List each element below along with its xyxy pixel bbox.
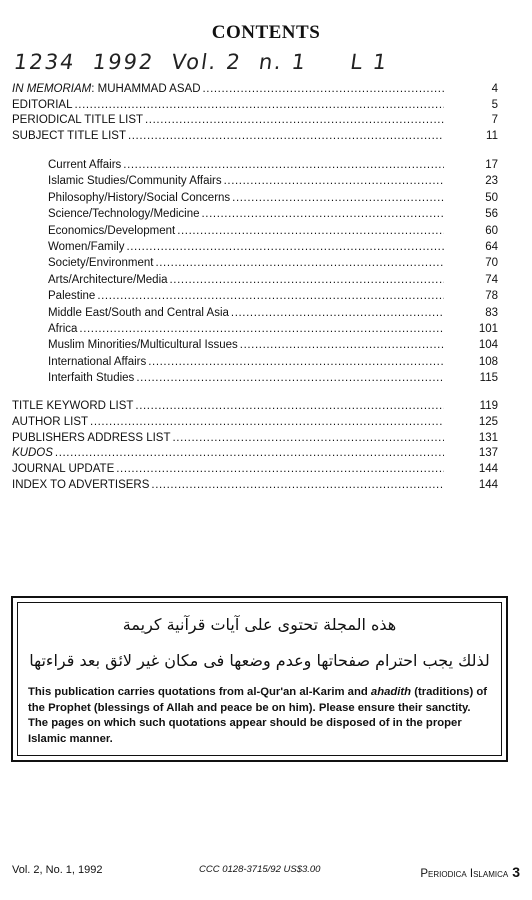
dot-leader [97,289,444,304]
issn-price: CCC 0128-3715/92 US$3.00 [199,864,321,875]
toc-entry-label: Middle East/South and Central Asia [48,307,229,319]
toc-entry-page: 70 [485,257,498,269]
dot-leader [151,478,444,493]
toc-entry-page: 125 [478,416,498,428]
dot-leader [224,174,444,189]
toc-entry-page: 56 [485,208,498,220]
dot-leader [128,129,444,144]
dot-leader [116,462,444,477]
toc-subject-entry [48,240,498,255]
dot-leader [90,415,444,430]
english-notice [28,685,493,747]
toc-entry-page: 5 [491,99,498,111]
dot-leader [79,322,444,337]
dot-leader [145,113,444,128]
toc-main-entry [12,98,498,113]
toc-entry-page: 115 [479,372,498,384]
dot-leader [126,240,444,255]
toc-entry-label: PUBLISHERS ADDRESS LIST [12,432,171,444]
toc-entry-italic-prefix: IN MEMORIAM [12,83,92,95]
toc-entry-page: 104 [478,339,498,351]
toc-entry-label: Current Affairs [48,159,122,171]
toc-subject-entry [48,158,498,173]
toc-subject-entry [48,289,498,304]
toc-main-entry [12,415,498,430]
dot-leader [202,207,444,222]
notice-text-part-2: (traditions) of the Prophet (blessings of Allah and peace be on him). Please ensure their sanctity. The pages on which such quotations appear should be disposed of in the proper Islamic manner. [28,686,488,745]
toc-subject-entry [48,207,498,222]
toc-entry-label: Palestine [48,290,96,302]
toc-subject-entry [48,174,498,189]
toc-main-entry [12,399,498,414]
dot-leader [231,306,444,321]
toc-subject-entry [48,224,498,239]
toc-main-entry [12,478,498,493]
dot-leader [135,399,444,414]
notice-text-part-1: This publication carries quotations from al-Qur'an al-Karim and [28,686,371,698]
toc-subject-entry [48,338,498,353]
toc-entry-page: 4 [491,83,498,95]
toc-main-entry [12,431,498,446]
journal-name-and-page [420,864,520,880]
arabic-notice-line-2: لذلك يجب احترام صفحاتها وعدم وضعها فى مكان غير لائق بعد قراءتها [29,651,490,670]
toc-entry-page: 108 [478,356,498,368]
toc-entry-label: Interfaith Studies [48,372,135,384]
dot-leader [75,98,445,113]
toc-entry-label: Society/Environment [48,257,154,269]
toc-entry-label: EDITORIAL [12,99,73,111]
page-title: CONTENTS [211,22,321,43]
toc-entry-page: 50 [485,192,498,204]
toc-entry-page: 64 [485,241,498,253]
toc-entry-label: Arts/Architecture/Media [48,274,168,286]
toc-main-entry [12,82,498,97]
toc-entry-label: TITLE KEYWORD LIST [12,400,134,412]
arabic-notice-line-1: هذه المجلة تحتوى على آيات قرآنية كريمة [122,615,397,634]
toc-entry-page: 74 [485,274,498,286]
page-number: 3 [512,864,520,880]
toc-entry-page: 83 [485,307,498,319]
toc-entry-label: Philosophy/History/Social Concerns [48,192,231,204]
issue-info: Vol. 2, No. 1, 1992 [12,864,103,876]
toc-entry-label: KUDOS [12,447,53,459]
toc-subject-entry [48,306,498,321]
handwritten-note: 1234 1992 Vol. 2 n. 1 L 1 [12,50,390,74]
toc-entry-label: Economics/Development [48,225,176,237]
dot-leader [203,82,445,97]
toc-entry-label: Women/Family [48,241,125,253]
toc-entry-page: 101 [478,323,498,335]
dot-leader [240,338,444,353]
toc-entry-label: International Affairs [48,356,147,368]
toc-main-entry [12,462,498,477]
toc-entry-page: 7 [491,114,498,126]
toc-entry-page: 119 [479,400,498,412]
toc-main-entry [12,446,498,461]
toc-entry-page: 137 [478,447,498,459]
toc-entry-page: 131 [478,432,498,444]
toc-subject-entry [48,191,498,206]
toc-subject-entry [48,256,498,271]
toc-entry-page: 23 [485,175,498,187]
toc-entry-label: IN MEMORIAM: MUHAMMAD ASAD [12,83,201,95]
toc-subject-entry [48,371,498,386]
dot-leader [155,256,444,271]
toc-entry-label: PERIODICAL TITLE LIST [12,114,144,126]
toc-subject-entry [48,355,498,370]
toc-entry-label: INDEX TO ADVERTISERS [12,479,150,491]
toc-entry-label: Islamic Studies/Community Affairs [48,175,222,187]
toc-main-entry [12,129,498,144]
dot-leader [123,158,444,173]
toc-entry-page: 60 [485,225,498,237]
dot-leader [232,191,444,206]
toc-entry-page: 78 [485,290,498,302]
dot-leader [148,355,444,370]
dot-leader [177,224,444,239]
toc-entry-label: JOURNAL UPDATE [12,463,115,475]
toc-entry-page: 11 [486,130,498,142]
toc-main-entry [12,113,498,128]
toc-entry-label: AUTHOR LIST [12,416,89,428]
notice-text-italic: ahadith [370,686,412,698]
toc-entry-label: Muslim Minorities/Multicultural Issues [48,339,238,351]
page-footer [0,864,532,884]
toc-entry-page: 17 [485,159,498,171]
toc-entry-label: Africa [48,323,78,335]
toc-entry-label: SUBJECT TITLE LIST [12,130,126,142]
notice-box [11,596,508,762]
toc-entry-page: 144 [478,479,498,491]
journal-name: Periodica Islamica [420,868,509,880]
dot-leader [136,371,444,386]
toc-entry-page: 144 [478,463,498,475]
dot-leader [173,431,445,446]
dot-leader [170,273,444,288]
toc-subject-entry [48,322,498,337]
dot-leader [55,446,444,461]
toc-subject-entry [48,273,498,288]
toc-entry-label: Science/Technology/Medicine [48,208,200,220]
